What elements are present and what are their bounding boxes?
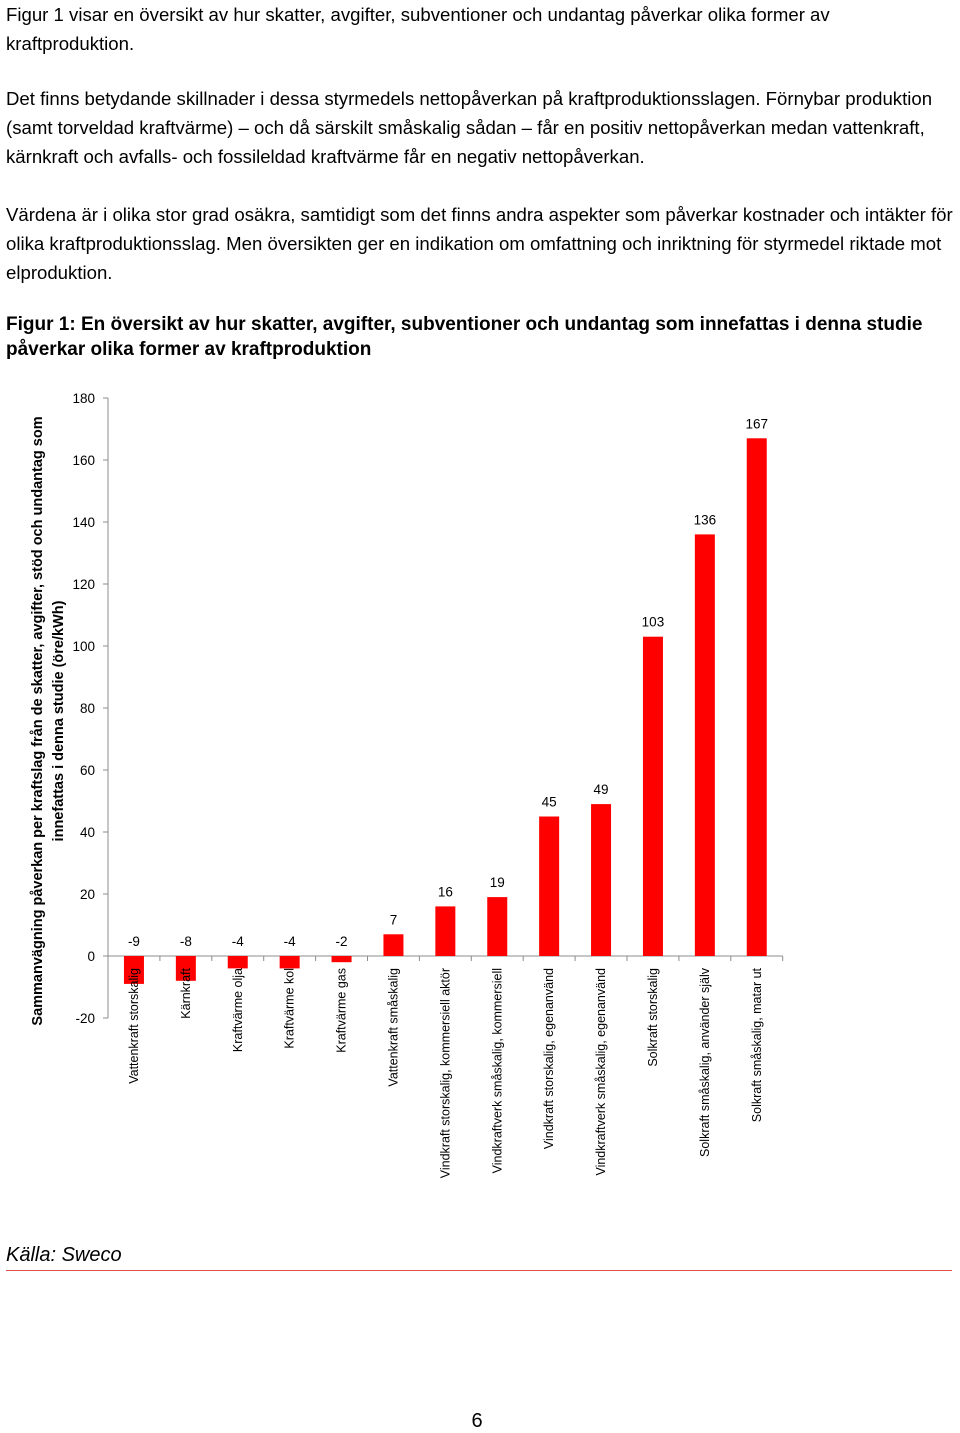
bar	[383, 934, 403, 956]
y-axis-label-line2: innefattas i denna studie (öre/kWh)	[51, 600, 67, 842]
bar	[643, 637, 663, 956]
y-tick-label: 100	[72, 639, 95, 654]
figure-caption: Figur 1: En översikt av hur skatter, avgifter, subventioner och undantag som innefattas i denna studie påverkar olika former av kraftproduktion	[6, 314, 923, 360]
category-label: Vindkraftverk småskalig, kommersiell	[490, 968, 505, 1174]
y-tick-label: 180	[72, 391, 95, 406]
differences-paragraph: Det finns betydande skillnader i dessa styrmedels nettopåverkan på kraftproduktionsslagen. Förnybar produktion (samt torveldad kraftvärme) – och då särskilt småskalig sådan – får en positiv nettopåverkan medan vattenkraft, kärnkraft och avfalls- och fossileldad kraftvärme får en negativ nettopåverkan.	[6, 88, 933, 167]
category-label: Kraftvärme gas	[334, 968, 349, 1053]
category-label: Vindkraft storskalig, kommersiell aktör	[438, 968, 453, 1179]
y-tick-label: 0	[87, 949, 95, 964]
value-label: 103	[641, 614, 665, 630]
uncertainty-paragraph: Värdena är i olika stor grad osäkra, samtidigt som det finns andra aspekter som påverkar kostnader och intäkter för olika kraftproduktionsslag. Men översikten ger en indikation om omfattning och inriktning för styrmedel riktade mot elproduktion.	[6, 204, 953, 283]
y-tick-label: 60	[79, 763, 95, 778]
y-tick-label: -20	[75, 1011, 95, 1026]
bar	[332, 956, 352, 962]
value-label: 19	[489, 875, 505, 891]
bar	[539, 817, 559, 957]
bar	[228, 956, 248, 968]
bar	[280, 956, 300, 968]
category-label: Vattenkraft småskalig	[386, 968, 401, 1087]
value-label: -4	[283, 934, 296, 949]
source-divider	[6, 1270, 952, 1271]
bar	[435, 906, 455, 956]
category-label: Solkraft småskalig, använder själv	[697, 968, 712, 1157]
y-axis-label-line1: Sammanvägning påverkan per kraftslag från de skatter, avgifter, stöd och undantag som	[30, 416, 46, 1026]
category-label: Solkraft småskalig, matar ut	[749, 968, 764, 1123]
y-tick-label: 120	[72, 577, 95, 592]
y-tick-label: 160	[72, 453, 95, 468]
value-label: -8	[179, 934, 192, 949]
value-label: -2	[335, 934, 348, 949]
y-tick-label: 140	[72, 515, 95, 530]
value-label: 16	[437, 884, 453, 900]
bars	[124, 438, 767, 984]
bar	[747, 438, 767, 956]
category-labels	[127, 967, 764, 1178]
category-label: Vindkraftverk småskalig, egenanvänd	[594, 968, 609, 1176]
bar	[591, 804, 611, 956]
y-tick-label: 80	[79, 701, 95, 716]
value-label: 49	[593, 782, 609, 798]
value-label: -4	[231, 934, 244, 949]
category-label: Solkraft storskalig	[645, 968, 660, 1067]
value-label: 45	[541, 794, 557, 810]
intro-paragraph: Figur 1 visar en översikt av hur skatter, avgifter, subventioner och undantag påverkar olika former av kraftproduktion.	[6, 4, 830, 54]
bar	[487, 897, 507, 956]
y-axis	[72, 391, 782, 1026]
value-label: 167	[745, 416, 769, 432]
category-label: Kärnkraft	[178, 968, 193, 1019]
bar-chart	[0, 380, 960, 1210]
category-label: Vindkraft storskalig, egenanvänd	[542, 968, 557, 1150]
value-labels	[128, 416, 768, 949]
source-note: Källa: Sweco	[6, 1244, 122, 1266]
value-label: 7	[389, 912, 398, 928]
category-label: Kraftvärme olja	[230, 968, 245, 1053]
bar	[695, 534, 715, 956]
category-label: Kraftvärme kol	[282, 968, 297, 1049]
category-label: Vattenkraft storskalig	[126, 968, 141, 1084]
y-tick-label: 20	[79, 887, 95, 902]
value-label: 136	[693, 512, 717, 528]
value-label: -9	[127, 934, 140, 949]
page-number: 6	[471, 1410, 483, 1432]
y-tick-label: 40	[79, 825, 95, 840]
